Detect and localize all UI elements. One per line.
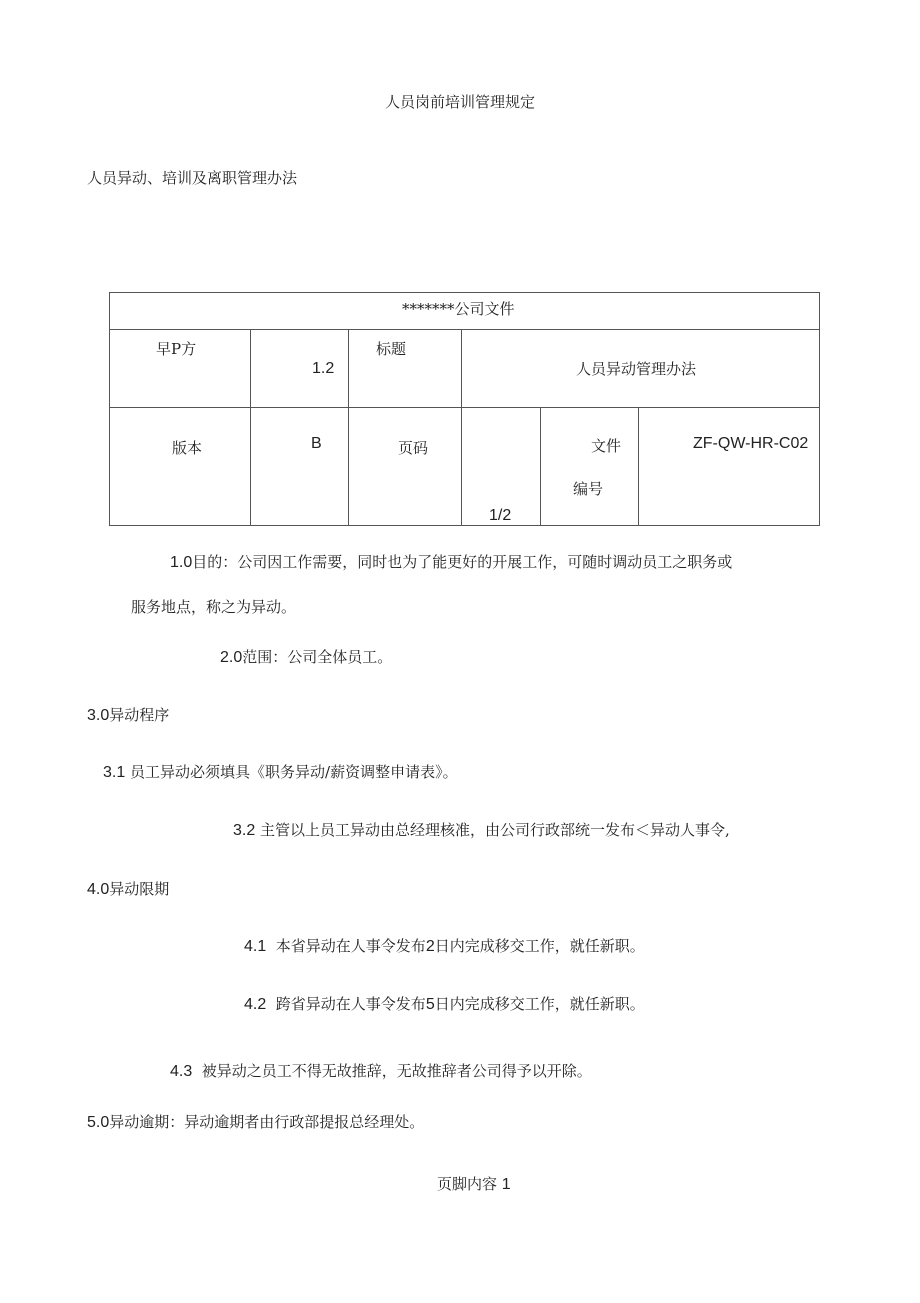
section-4-2 — [244, 994, 645, 1015]
section-text: 日内完成移交工作，就任新职。 — [434, 995, 645, 1013]
section-2 — [220, 647, 392, 668]
section-number: 5.0 — [87, 1114, 110, 1131]
page-footer — [437, 1174, 511, 1195]
page-value: 1/2 — [489, 507, 512, 524]
table-line — [638, 407, 639, 526]
chapter-value: 1.2 — [312, 360, 335, 377]
title-value: 人员异动管理办法 — [576, 360, 697, 378]
docno-value: ZF-QW-HR-C02 — [693, 435, 809, 452]
section-number: 3.0 — [87, 707, 110, 724]
footer-text: 页脚内容 — [437, 1175, 498, 1193]
section-3-2 — [233, 820, 730, 841]
table-line — [109, 329, 820, 330]
section-number: 2.0 — [220, 649, 243, 666]
section-text: 异动程序 — [109, 706, 170, 724]
section-text: 范围：公司全体员工。 — [242, 648, 393, 666]
section-1-line-2: 服务地点，称之为异动。 — [131, 598, 297, 616]
table-line — [109, 407, 820, 408]
section-number: 4.3 — [170, 1063, 193, 1080]
company-file-heading: *******公司文件 — [402, 300, 515, 318]
title-label: 标题 — [376, 340, 407, 358]
section-text: 目的：公司因工作需要，同时也为了能更好的开展工作，可随时调动员工之职务或 — [192, 553, 733, 571]
section-3-1 — [103, 762, 458, 783]
table-line — [348, 329, 349, 526]
table-line — [540, 407, 541, 526]
docno-label-line1: 文件 — [591, 437, 622, 455]
page-label: 页码 — [398, 439, 429, 457]
version-label: 版本 — [172, 439, 203, 457]
section-number: 1.0 — [170, 554, 193, 571]
section-text: 异动逾期：异动逾期者由行政部提报总经理处。 — [109, 1113, 425, 1131]
table-line — [109, 525, 820, 526]
section-number: 3.1 — [103, 764, 126, 781]
day-count: 2 — [425, 938, 435, 955]
docno-label-line2: 编号 — [573, 480, 604, 498]
section-text: 本省异动在人事令发布 — [275, 937, 426, 955]
section-4-3 — [170, 1061, 592, 1082]
section-text: 跨省异动在人事令发布 — [275, 995, 426, 1013]
document-title: 人员岗前培训管理规定 — [385, 93, 536, 111]
footer-page-number: 1 — [501, 1176, 511, 1193]
section-3 — [87, 705, 169, 726]
section-number: 4.1 — [244, 938, 267, 955]
table-line — [109, 292, 110, 526]
document-subtitle: 人员异动、培训及离职管理办法 — [87, 169, 298, 187]
chapter-label: 早P方 — [156, 340, 197, 358]
section-number: 4.0 — [87, 881, 110, 898]
table-line — [109, 292, 820, 293]
section-number: 3.2 — [233, 822, 256, 839]
table-line — [461, 329, 462, 526]
version-value: B — [311, 435, 322, 452]
section-4-1 — [244, 936, 645, 957]
table-line — [250, 329, 251, 526]
section-4 — [87, 879, 169, 900]
section-text: 日内完成移交工作，就任新职。 — [434, 937, 645, 955]
section-text: 被异动之员工不得无故推辞，无故推辞者公司得予以开除。 — [201, 1062, 592, 1080]
day-count: 5 — [425, 996, 435, 1013]
section-1-line-1 — [170, 552, 732, 573]
section-5 — [87, 1112, 424, 1133]
section-text: 员工异动必须填具《职务异动/薪资调整申请表》。 — [130, 763, 458, 781]
section-number: 4.2 — [244, 996, 267, 1013]
section-text: 主管以上员工异动由总经理核准，由公司行政部统一发布＜异动人事令, — [260, 821, 730, 839]
table-line — [819, 292, 820, 526]
section-text: 异动限期 — [109, 880, 170, 898]
